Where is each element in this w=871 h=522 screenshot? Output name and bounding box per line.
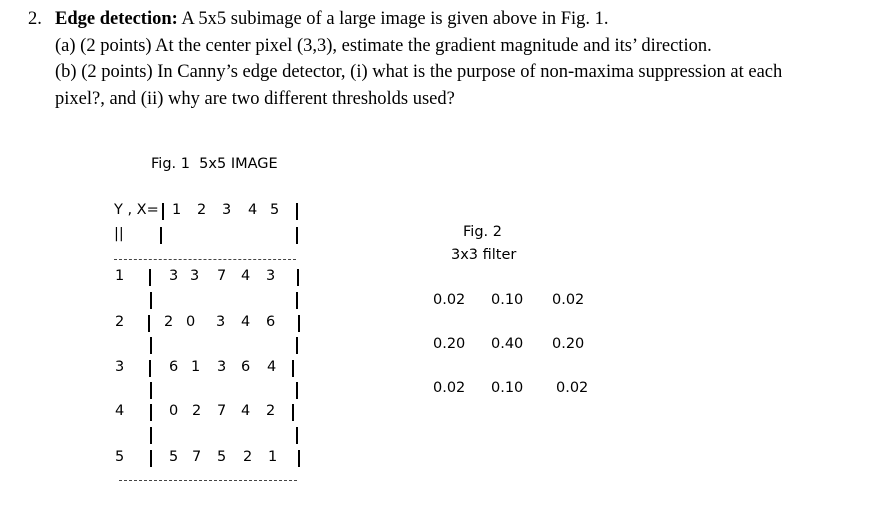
- fig1-cell: 6: [266, 314, 276, 330]
- fig1-border: [160, 227, 162, 244]
- fig1-header-sub: ||: [114, 226, 124, 242]
- fig1-border: [150, 337, 152, 354]
- part-b-line-2: pixel?, and (ii) why are two different thresholds used?: [55, 88, 455, 109]
- fig1-cell: 2: [164, 314, 174, 330]
- fig2-cell: 0.10: [491, 380, 524, 396]
- fig2-cell: 0.20: [433, 336, 466, 352]
- fig1-cell: 7: [217, 403, 227, 419]
- fig1-border: [150, 382, 152, 399]
- fig2-caption: Fig. 2: [463, 224, 502, 240]
- fig1-cell: 2: [266, 403, 276, 419]
- fig1-cell: 7: [192, 449, 202, 465]
- fig1-cell: 3: [217, 359, 227, 375]
- fig2-cell: 0.20: [552, 336, 585, 352]
- fig1-border: [292, 360, 294, 377]
- fig1-border: [298, 315, 300, 332]
- fig1-border: [150, 450, 152, 467]
- fig1-cell: 0: [186, 314, 196, 330]
- fig1-header-col: 5: [270, 202, 280, 218]
- fig1-cell: 1: [268, 449, 278, 465]
- fig2-cell: 0.02: [433, 380, 466, 396]
- fig1-border: [150, 404, 152, 421]
- fig2-cell: 0.10: [491, 292, 524, 308]
- fig1-caption: Fig. 1 5x5 IMAGE: [151, 156, 278, 172]
- fig1-cell: 3: [169, 268, 179, 284]
- fig1-border: [296, 203, 298, 220]
- fig2-subcaption: 3x3 filter: [451, 247, 517, 263]
- fig1-cell: 1: [191, 359, 201, 375]
- fig1-border: [149, 269, 151, 286]
- question-block: [28, 6, 858, 112]
- fig1-header-label: Y , X=: [114, 202, 159, 218]
- fig1-cell: 4: [241, 268, 251, 284]
- fig1-cell: 7: [217, 268, 227, 284]
- fig1-cell: 4: [267, 359, 277, 375]
- fig1-border: [150, 427, 152, 444]
- fig1-cell: 0: [169, 403, 179, 419]
- fig1-cell: 2: [192, 403, 202, 419]
- fig1-border: [292, 404, 294, 421]
- fig1-cell: 6: [169, 359, 179, 375]
- fig1-cell: 5: [217, 449, 227, 465]
- fig2-cell: 0.02: [433, 292, 466, 308]
- fig1-cell: 6: [241, 359, 251, 375]
- part-b-line-1: (b) (2 points) In Canny’s edge detector, (i) what is the purpose of non-maxima suppression at each: [55, 62, 783, 82]
- fig1-border: [296, 227, 298, 244]
- question-number: 2.: [28, 9, 42, 29]
- fig1-cell: 5: [169, 449, 179, 465]
- fig1-border: [148, 315, 150, 332]
- fig1-cell: 3: [266, 268, 276, 284]
- fig1-border: [296, 382, 298, 399]
- fig1-border: [296, 427, 298, 444]
- fig2-cell: 0.40: [491, 336, 524, 352]
- fig1-header-col: 4: [248, 202, 258, 218]
- question-title: Edge detection:: [55, 9, 178, 29]
- fig1-border: [296, 337, 298, 354]
- fig1-row-label: 1: [115, 268, 125, 284]
- fig1-border: [149, 360, 151, 377]
- fig1-header-col: 1: [172, 202, 182, 218]
- fig1-border: [150, 292, 152, 309]
- fig1-cell: 2: [243, 449, 253, 465]
- fig1-cell: 3: [216, 314, 226, 330]
- part-a: (a) (2 points) At the center pixel (3,3), estimate the gradient magnitude and its’ direction.: [55, 35, 712, 56]
- question-line-1: [55, 6, 858, 33]
- fig1-divider: [119, 480, 297, 481]
- fig1-header-col: 3: [222, 202, 232, 218]
- fig1-cell: 3: [190, 268, 200, 284]
- fig1-divider: [114, 259, 296, 260]
- fig1-row-label: 2: [115, 314, 125, 330]
- fig1-row-label: 4: [115, 403, 125, 419]
- fig2-cell: 0.02: [556, 380, 589, 396]
- fig1-row-label: 5: [115, 449, 125, 465]
- fig1-border: [298, 450, 300, 467]
- fig1-header-col: 2: [197, 202, 207, 218]
- fig1-cell: 4: [241, 403, 251, 419]
- fig1-border: [297, 269, 299, 286]
- fig1-border: [296, 292, 298, 309]
- fig1-cell: 4: [241, 314, 251, 330]
- fig1-row-label: 3: [115, 359, 125, 375]
- fig1-border: [162, 203, 164, 220]
- fig2-cell: 0.02: [552, 292, 585, 308]
- question-intro: A 5x5 subimage of a large image is given above in Fig. 1.: [177, 9, 609, 29]
